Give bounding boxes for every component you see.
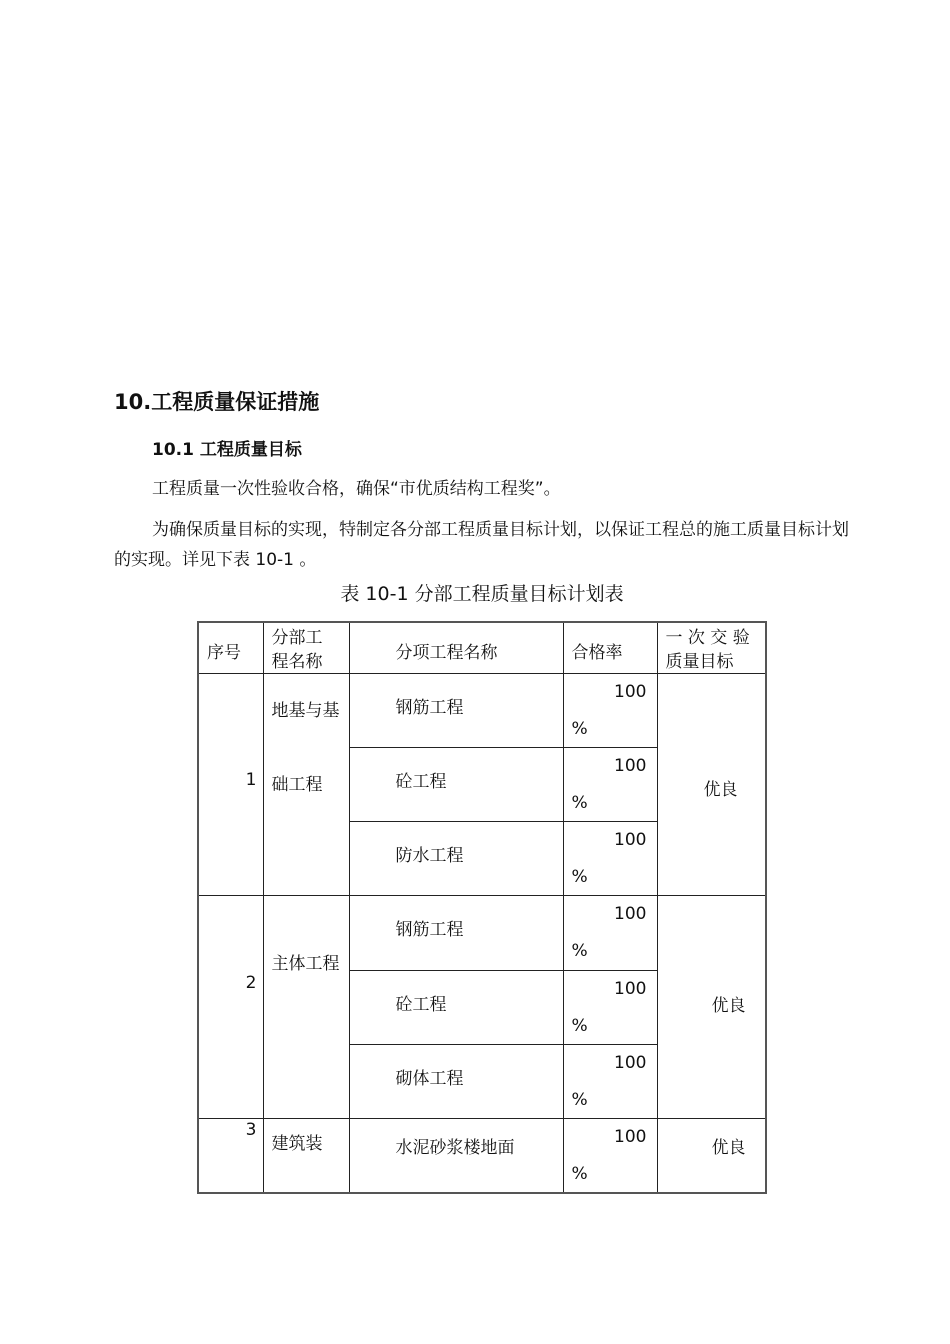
- header-goal-line1: 一 次 交 验: [665, 628, 750, 648]
- section-heading: 10.工程质量保证措施: [114, 390, 320, 414]
- seq-cell: 3: [198, 1119, 263, 1193]
- header-rate: 合格率: [563, 622, 657, 673]
- header-goal: [657, 622, 766, 673]
- header-item: 分项工程名称: [349, 622, 563, 673]
- grade-cell: 优良: [657, 1119, 766, 1193]
- table-caption: 表 10-1 分部工程质量目标计划表: [340, 583, 624, 605]
- table-row: [198, 673, 766, 747]
- division-cell: 建筑装: [263, 1119, 349, 1193]
- seq-cell: 2: [198, 896, 263, 1119]
- subsection-heading: 10.1 工程质量目标: [152, 440, 302, 460]
- item-cell: 防水工程: [349, 822, 563, 896]
- table-row: [198, 896, 766, 970]
- paragraph-quality-plan: 为确保质量目标的实现，特制定各分部工程质量目标计划，以保证工程总的施工质量目标计划的实现。详见下表 10-1 。: [114, 520, 849, 570]
- item-cell: 砌体工程: [349, 1044, 563, 1118]
- header-goal-line2: 质量目标: [665, 652, 734, 672]
- header-seq: 序号: [198, 622, 263, 673]
- grade-cell: 优良: [657, 673, 766, 896]
- division-cell: 地基与基础工程: [263, 673, 349, 896]
- rate-cell: 100 %: [563, 673, 657, 747]
- item-cell: 砼工程: [349, 970, 563, 1044]
- header-division: [263, 622, 349, 673]
- rate-cell: 100 %: [563, 822, 657, 896]
- seq-cell: 1: [198, 673, 263, 896]
- rate-cell: 100 %: [563, 747, 657, 821]
- header-division-line2: 程名称: [271, 652, 323, 672]
- rate-cell: 100 %: [563, 896, 657, 970]
- item-cell: 砼工程: [349, 747, 563, 821]
- item-cell: 水泥砂浆楼地面: [349, 1119, 563, 1193]
- rate-cell: 100 %: [563, 970, 657, 1044]
- paragraph-quality-goal: 工程质量一次性验收合格，确保“市优质结构工程奖”。: [152, 479, 561, 499]
- table-header-row: [198, 622, 766, 673]
- header-division-line1: 分部工: [271, 628, 323, 648]
- rate-cell: 100 %: [563, 1119, 657, 1193]
- item-cell: 钢筋工程: [349, 673, 563, 747]
- table-row: [198, 1119, 766, 1193]
- grade-cell: 优良: [657, 896, 766, 1119]
- division-cell: 主体工程: [263, 896, 349, 1119]
- quality-target-table: [197, 621, 767, 1194]
- item-cell: 钢筋工程: [349, 896, 563, 970]
- rate-cell: 100 %: [563, 1044, 657, 1118]
